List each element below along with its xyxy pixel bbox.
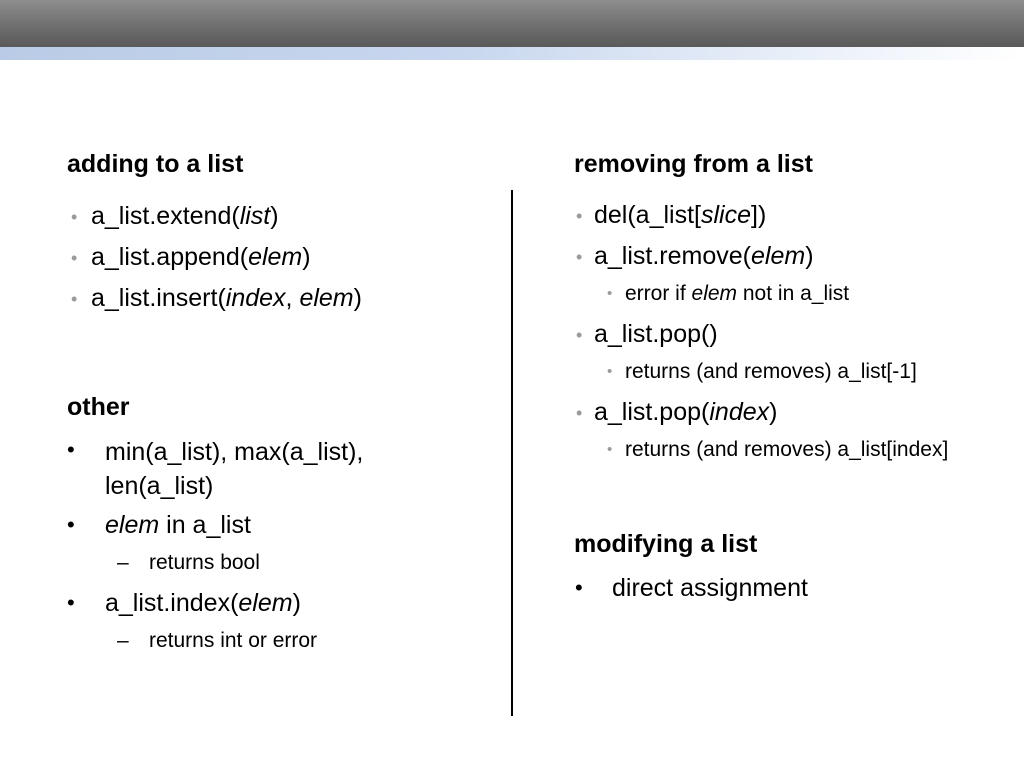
bullet-icon: •: [607, 441, 613, 458]
list-item-min-max-len: min(a_list), max(a_list), len(a_list): [105, 438, 364, 500]
bullet-icon: •: [607, 363, 613, 380]
list-item-insert: a_list.insert(index, elem): [91, 284, 362, 312]
bullet-icon: •: [71, 207, 78, 227]
accent-bar: [0, 47, 1024, 60]
list-item-direct-assignment: direct assignment: [612, 574, 808, 602]
list-item-append: a_list.append(elem): [91, 243, 311, 271]
dash-bullet: –: [117, 551, 129, 574]
bullet-icon: •: [575, 575, 583, 600]
bullet-icon: •: [71, 289, 78, 309]
list-item-pop-index: a_list.pop(index): [594, 398, 778, 426]
sub-item-returns-last: returns (and removes) a_list[-1]: [625, 360, 917, 383]
list-item-extend: a_list.extend(list): [91, 202, 279, 230]
dash-bullet: –: [117, 629, 129, 652]
heading-adding: adding to a list: [67, 150, 244, 178]
bullet-icon: •: [576, 325, 583, 345]
bullet-icon: •: [576, 206, 583, 226]
bullet-icon: •: [576, 403, 583, 423]
title-bar-gradient: [0, 0, 1024, 47]
sub-item-returns-bool: returns bool: [149, 551, 260, 574]
list-item-remove: a_list.remove(elem): [594, 242, 814, 270]
bullet-icon: •: [67, 590, 75, 615]
heading-modifying: modifying a list: [574, 530, 758, 558]
heading-other: other: [67, 393, 130, 421]
list-item-elem-in: elem in a_list: [105, 511, 251, 539]
sub-item-returns-index: returns (and removes) a_list[index]: [625, 438, 949, 461]
list-item-index: a_list.index(elem): [105, 589, 301, 617]
bullet-icon: •: [67, 512, 75, 537]
bullet-icon: •: [71, 248, 78, 268]
heading-removing: removing from a list: [574, 150, 813, 178]
bullet-icon: •: [67, 437, 75, 462]
list-item-pop: a_list.pop(): [594, 320, 718, 348]
list-item-del: del(a_list[slice]): [594, 201, 767, 229]
bullet-icon: •: [576, 247, 583, 267]
bullet-icon: •: [607, 285, 613, 302]
column-divider: [511, 190, 513, 716]
sub-item-returns-int: returns int or error: [149, 629, 318, 652]
sub-item-error-if: error if elem not in a_list: [625, 282, 850, 305]
